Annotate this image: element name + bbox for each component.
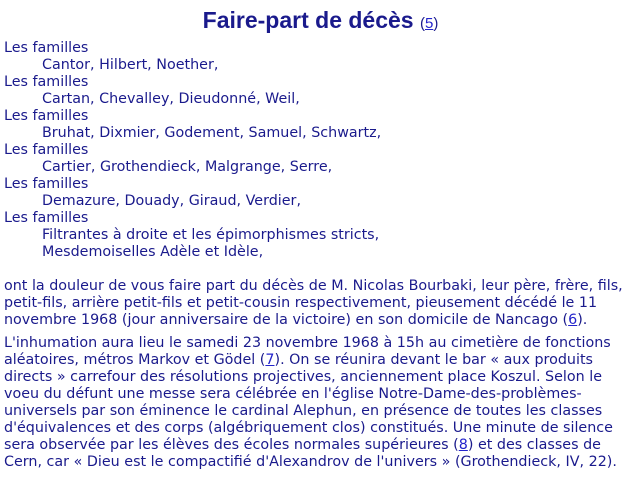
title-footnote: (5) bbox=[419, 15, 439, 32]
footnote-link-7[interactable]: 7 bbox=[265, 352, 275, 368]
family-names: Mesdemoiselles Adèle et Idèle, bbox=[42, 244, 264, 260]
page-title bbox=[4, 0, 637, 40]
announcement-paragraph bbox=[4, 278, 637, 329]
families-list bbox=[4, 40, 637, 261]
family-label: Les familles bbox=[4, 142, 89, 158]
paragraph-text: ). On se réunira devant le bar « aux produits directs » carrefour des résolutions projectives, anciennement place Koszul. Selon le voeu du défunt une messe sera célébrée en l'église Notre-Dame-des-problèmes-universels par son éminence le cardinal Alephun, en présence de toutes les classes d'équivalences et des corps (algébriquement clos) constitués. Une minute de silence sera observée par les élèves des écoles normales supérieures ( bbox=[4, 352, 613, 453]
family-names: Cantor, Hilbert, Noether, bbox=[42, 57, 219, 73]
family-names: Cartan, Chevalley, Dieudonné, Weil, bbox=[42, 91, 300, 107]
paragraph-text: ). bbox=[577, 312, 588, 328]
family-label: Les familles bbox=[4, 74, 89, 90]
family-label: Les familles bbox=[4, 108, 89, 124]
footnote-link-5[interactable]: 5 bbox=[424, 15, 434, 32]
paragraph-text: ont la douleur de vous faire part du décès de M. Nicolas Bourbaki, leur père, frère, fils, petit-fils, arrière petit-fils et petit-cousin respectivement, pieusement décédé le 11 novembre 1968 (jour anniversaire de la victoire) en son domicile de Nancago ( bbox=[4, 278, 623, 328]
family-names: Demazure, Douady, Giraud, Verdier, bbox=[42, 193, 301, 209]
family-label: Les familles bbox=[4, 210, 89, 226]
spacer bbox=[4, 261, 637, 278]
family-label: Les familles bbox=[4, 40, 89, 56]
burial-paragraph bbox=[4, 335, 637, 471]
paragraph-text: ) et des classes de Cern, car « Dieu est le compactifié d'Alexandrov de l'univers » (Grothendieck, IV, 22). bbox=[4, 437, 617, 470]
family-label: Les familles bbox=[4, 176, 89, 192]
family-names: Filtrantes à droite et les épimorphismes stricts, bbox=[42, 227, 380, 243]
footnote-link-8[interactable]: 8 bbox=[458, 437, 468, 453]
footnote-link-6[interactable]: 6 bbox=[568, 312, 578, 328]
family-names: Bruhat, Dixmier, Godement, Samuel, Schwartz, bbox=[42, 125, 382, 141]
family-names: Cartier, Grothendieck, Malgrange, Serre, bbox=[42, 159, 333, 175]
paragraph-text: L'inhumation aura lieu le samedi 23 novembre 1968 à 15h au cimetière de fonctions aléatoires, métros Markov et Gödel ( bbox=[4, 335, 611, 368]
title-text: Faire-part de décès bbox=[202, 7, 414, 33]
